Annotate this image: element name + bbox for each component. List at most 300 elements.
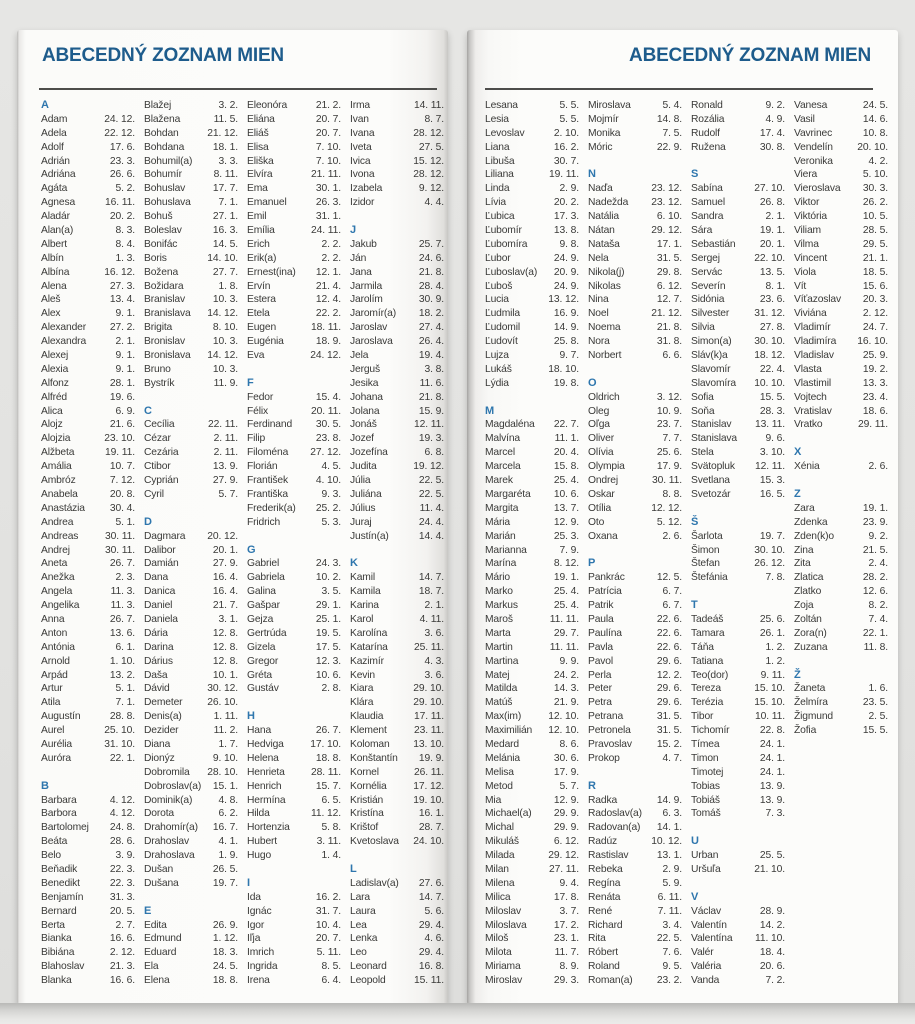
person-name: Cézar [144, 433, 171, 445]
person-name: Tomáš [691, 808, 721, 820]
name-entry [41, 349, 135, 363]
name-date: 8. 1. [765, 280, 785, 292]
name-date: 22. 5. [418, 475, 444, 487]
name-entry [41, 932, 135, 946]
name-entry [350, 682, 444, 696]
name-date: 21. 3. [109, 961, 135, 973]
name-entry [588, 682, 682, 696]
person-name: Valér [691, 947, 714, 959]
name-entry [350, 974, 444, 988]
name-entry [144, 682, 238, 696]
name-date: 5. 7. [559, 780, 579, 792]
person-name: Krištof [350, 822, 379, 834]
person-name: Ladislav(a) [350, 877, 399, 889]
name-entry [794, 224, 888, 238]
person-name: Móric [588, 141, 613, 153]
person-name: Vladislav [794, 350, 834, 362]
person-name: Rebeka [588, 863, 623, 875]
name-date: 4. 10. [315, 475, 341, 487]
person-name: Víťazoslav [794, 294, 842, 306]
name-date: 26. 10. [207, 697, 238, 709]
name-date: 7. 7. [662, 433, 682, 445]
name-date: 9. 12. [418, 183, 444, 195]
spacer-row [485, 391, 579, 405]
section-letter: U [691, 835, 699, 848]
name-date: 8. 5. [321, 961, 341, 973]
person-name: Zlatica [794, 572, 824, 584]
person-name: Tadeáš [691, 613, 724, 625]
person-name: Ľubomíra [485, 238, 528, 250]
person-name: Servác [691, 266, 723, 278]
name-date: 8. 4. [115, 238, 135, 250]
person-name: Blažej [144, 100, 172, 111]
name-date: 30. 3. [862, 183, 888, 195]
name-entry [247, 307, 341, 321]
name-entry [691, 557, 785, 571]
person-name: Erik(a) [247, 252, 277, 264]
name-date: 15. 10. [754, 683, 785, 695]
person-name: Františka [247, 488, 288, 500]
person-name: Gabriel [247, 558, 280, 570]
person-name: Nela [588, 252, 609, 264]
person-name: Mojmír [588, 113, 619, 125]
name-entry [247, 960, 341, 974]
name-date: 9. 8. [559, 238, 579, 250]
person-name: Alojzia [41, 433, 71, 445]
name-entry [41, 807, 135, 821]
person-name: Ľubor [485, 252, 511, 264]
name-date: 17. 8. [553, 891, 579, 903]
name-date: 9. 6. [765, 433, 785, 445]
name-date: 26. 9. [212, 919, 238, 931]
name-entry [41, 835, 135, 849]
person-name: Bruno [144, 363, 171, 375]
name-date: 5. 10. [862, 169, 888, 181]
name-entry [588, 252, 682, 266]
name-entry [794, 377, 888, 391]
person-name: Malvína [485, 433, 521, 445]
person-name: Lesana [485, 100, 518, 111]
person-name: Kvetoslava [350, 836, 399, 848]
person-name: Slavomír [691, 363, 731, 375]
person-name: Liana [485, 141, 510, 153]
name-entry [588, 307, 682, 321]
name-date: 20. 1. [759, 238, 785, 250]
name-date: 21. 6. [109, 419, 135, 431]
name-entry [144, 280, 238, 294]
person-name: Slavomíra [691, 377, 737, 389]
person-name: Zara [794, 502, 815, 514]
person-name: Gašpar [247, 600, 280, 612]
name-date: 19. 8. [553, 377, 579, 389]
person-name: Milada [485, 850, 515, 862]
name-entry [588, 849, 682, 863]
section-letter: A [41, 99, 49, 111]
name-entry [691, 724, 785, 738]
name-date: 9. 1. [115, 363, 135, 375]
name-column [247, 99, 341, 988]
name-entry [41, 182, 135, 196]
name-date: 16. 3. [212, 225, 238, 237]
person-name: Drahomír(a) [144, 822, 198, 834]
name-date: 4. 9. [765, 113, 785, 125]
name-entry [588, 905, 682, 919]
name-entry [247, 446, 341, 460]
person-name: Valentín [691, 919, 727, 931]
name-entry [794, 127, 888, 141]
person-name: Silvester [691, 308, 730, 320]
name-column [691, 99, 785, 988]
name-entry [485, 794, 579, 808]
name-entry [588, 280, 682, 294]
name-entry [485, 557, 579, 571]
person-name: Ľuboš [485, 280, 513, 292]
person-name: Norbert [588, 350, 622, 362]
name-entry [691, 377, 785, 391]
name-entry [485, 821, 579, 835]
name-date: 13. 6. [109, 627, 135, 639]
name-entry [485, 655, 579, 669]
person-name: Sandra [691, 211, 724, 223]
name-entry [350, 474, 444, 488]
name-entry [144, 710, 238, 724]
name-entry [794, 599, 888, 613]
name-date: 22. 12. [104, 127, 135, 139]
name-entry [144, 807, 238, 821]
name-date: 12. 7. [656, 294, 682, 306]
person-name: Vilma [794, 238, 819, 250]
name-entry [247, 891, 341, 905]
name-entry [794, 641, 888, 655]
name-date: 17. 9. [553, 766, 579, 778]
name-entry [41, 405, 135, 419]
person-name: Bartolomej [41, 822, 89, 834]
name-date: 3. 12. [656, 391, 682, 403]
person-name: Bronislav [144, 336, 185, 348]
name-date: 8. 12. [553, 558, 579, 570]
name-entry [485, 932, 579, 946]
name-entry [794, 682, 888, 696]
name-date: 29. 10. [413, 697, 444, 709]
person-name: Markus [485, 600, 518, 612]
name-entry [588, 460, 682, 474]
name-entry [485, 835, 579, 849]
name-date: 14. 11. [413, 100, 444, 111]
name-date: 12. 5. [656, 572, 682, 584]
person-name: Eliška [247, 155, 274, 167]
person-name: Diana [144, 738, 171, 750]
name-entry [350, 766, 444, 780]
person-name: Medard [485, 738, 520, 750]
name-date: 15. 5. [759, 391, 785, 403]
name-entry [144, 960, 238, 974]
name-entry [350, 960, 444, 974]
name-date: 13. 12. [548, 294, 579, 306]
name-date: 22. 7. [553, 419, 579, 431]
person-name: Marián [485, 530, 516, 542]
person-name: Anabela [41, 488, 78, 500]
name-entry [247, 335, 341, 349]
name-entry [485, 738, 579, 752]
person-name: Eugénia [247, 336, 284, 348]
name-date: 30. 7. [553, 155, 579, 167]
name-date: 16. 5. [759, 488, 785, 500]
name-entry [144, 919, 238, 933]
name-date: 24. 10. [413, 836, 444, 848]
section-letter: Ž [794, 668, 801, 681]
name-entry [350, 710, 444, 724]
person-name: Richard [588, 919, 623, 931]
person-name: Petronela [588, 725, 631, 737]
spacer-row [691, 877, 785, 891]
name-date: 22. 9. [656, 141, 682, 153]
person-name: Aurélia [41, 738, 73, 750]
person-name: Miloslav [485, 905, 521, 917]
person-name: Denis(a) [144, 711, 182, 723]
section-letter: S [691, 168, 699, 181]
name-date: 11. 12. [310, 808, 341, 820]
name-entry [144, 794, 238, 808]
name-entry [41, 724, 135, 738]
name-date: 6. 7. [662, 586, 682, 598]
person-name: Alexandra [41, 336, 87, 348]
name-entry [41, 252, 135, 266]
spacer-row [691, 585, 785, 599]
name-date: 25. 11. [413, 641, 444, 653]
person-name: Izidor [350, 197, 375, 209]
person-name: Alfréd [41, 391, 67, 403]
name-entry [350, 738, 444, 752]
name-entry [485, 224, 579, 238]
name-entry [691, 655, 785, 669]
person-name: Kevin [350, 669, 376, 681]
person-name: Augustín [41, 711, 81, 723]
name-entry [691, 127, 785, 141]
person-name: Karol [350, 613, 374, 625]
name-entry [588, 724, 682, 738]
name-date: 27. 3. [109, 280, 135, 292]
name-entry [350, 127, 444, 141]
name-date: 24. 11. [310, 225, 341, 237]
name-date: 13. 9. [759, 794, 785, 806]
name-entry [41, 335, 135, 349]
spacer-row [350, 849, 444, 863]
name-date: 19. 2. [862, 363, 888, 375]
name-date: 25. 3. [553, 530, 579, 542]
name-date: 22. 1. [862, 627, 888, 639]
name-date: 24. 2. [553, 669, 579, 681]
name-date: 12. 1. [315, 266, 341, 278]
name-entry [485, 641, 579, 655]
person-name: Lucia [485, 294, 509, 306]
name-entry [144, 377, 238, 391]
person-name: Alica [41, 405, 63, 417]
person-name: Alžbeta [41, 447, 75, 459]
name-date: 17. 2. [553, 919, 579, 931]
name-date: 28. 3. [759, 405, 785, 417]
person-name: Artur [41, 683, 63, 695]
person-name: Benedikt [41, 877, 80, 889]
person-name: Tobiáš [691, 794, 720, 806]
person-name: Edita [144, 919, 167, 931]
name-entry [247, 669, 341, 683]
person-name: Bohumil(a) [144, 155, 193, 167]
name-entry [350, 446, 444, 460]
person-name: Zoja [794, 600, 814, 612]
person-name: Rudolf [691, 127, 720, 139]
person-name: Agáta [41, 183, 68, 195]
name-date: 13. 8. [553, 225, 579, 237]
spacer-row [691, 821, 785, 835]
spacer-row [794, 474, 888, 488]
name-date: 14. 9. [553, 322, 579, 334]
name-entry [691, 780, 785, 794]
name-entry [350, 599, 444, 613]
name-date: 12. 9. [553, 794, 579, 806]
person-name: Samuel [691, 197, 726, 209]
name-date: 17. 3. [553, 211, 579, 223]
name-date: 18. 2. [418, 308, 444, 320]
name-list [485, 99, 888, 988]
name-entry [350, 293, 444, 307]
name-date: 19. 6. [109, 391, 135, 403]
name-entry [247, 155, 341, 169]
name-date: 13. 3. [862, 377, 888, 389]
name-entry [794, 155, 888, 169]
name-entry [691, 141, 785, 155]
name-entry [144, 669, 238, 683]
name-entry [588, 738, 682, 752]
person-name: Miloš [485, 933, 509, 945]
person-name: Želmíra [794, 697, 828, 709]
name-date: 16. 2. [553, 141, 579, 153]
name-date: 27. 4. [418, 322, 444, 334]
name-date: 22. 6. [656, 627, 682, 639]
section-letter: J [350, 224, 357, 237]
name-date: 5. 12. [656, 516, 682, 528]
name-entry [588, 891, 682, 905]
name-date: 11. 9. [213, 377, 238, 389]
name-date: 17. 12. [413, 780, 444, 792]
person-name: Blanka [41, 975, 72, 987]
person-name: Anastázia [41, 502, 85, 514]
name-entry [588, 794, 682, 808]
person-name: Irena [247, 975, 270, 987]
name-entry [41, 210, 135, 224]
name-date: 22. 2. [315, 308, 341, 320]
person-name: Viera [794, 169, 818, 181]
name-entry [588, 446, 682, 460]
person-name: Milan [485, 863, 509, 875]
name-entry [247, 238, 341, 252]
person-name: Alexej [41, 350, 69, 362]
name-date: 19. 1. [862, 502, 888, 514]
person-name: Lea [350, 919, 367, 931]
person-name: Svätopluk [691, 461, 735, 473]
name-entry [794, 585, 888, 599]
person-name: Alex [41, 308, 61, 320]
name-date: 23. 1. [553, 933, 579, 945]
person-name: Žofia [794, 725, 817, 737]
person-name: Milica [485, 891, 511, 903]
name-entry [588, 710, 682, 724]
person-name: Marko [485, 586, 513, 598]
name-entry [41, 377, 135, 391]
name-date: 7. 3. [765, 808, 785, 820]
person-name: Ján [350, 252, 367, 264]
section-letter: B [41, 779, 49, 792]
name-entry [144, 821, 238, 835]
name-entry [144, 168, 238, 182]
name-date: 20. 8. [109, 488, 135, 500]
name-date: 19. 7. [212, 877, 238, 889]
person-name: Ondrej [588, 475, 619, 487]
person-name: Oxana [588, 530, 618, 542]
person-name: Johana [350, 391, 383, 403]
name-date: 10. 7. [109, 461, 135, 473]
name-entry [691, 446, 785, 460]
person-name: Levoslav [485, 127, 525, 139]
person-name: Viola [794, 266, 816, 278]
person-name: Ingrida [247, 961, 278, 973]
name-entry [350, 613, 444, 627]
name-date: 2. 1. [765, 211, 785, 223]
name-entry [144, 974, 238, 988]
name-date: 22. 8. [759, 725, 785, 737]
name-date: 8. 7. [424, 113, 444, 125]
name-date: 7. 10. [315, 155, 341, 167]
name-entry [485, 363, 579, 377]
name-date: 11. 6. [419, 377, 444, 389]
name-entry [485, 571, 579, 585]
name-entry [350, 196, 444, 210]
person-name: Jaroslava [350, 336, 393, 348]
person-name: Jonáš [350, 419, 377, 431]
person-name: Naďa [588, 183, 613, 195]
name-date: 20. 9. [553, 266, 579, 278]
name-entry [350, 252, 444, 266]
name-date: 27. 1. [212, 211, 238, 223]
name-entry [41, 446, 135, 460]
name-date: 21. 8. [418, 266, 444, 278]
name-date: 9. 1. [115, 308, 135, 320]
name-date: 15. 10. [754, 697, 785, 709]
person-name: Alan(a) [41, 225, 74, 237]
person-name: Vieroslava [794, 183, 841, 195]
person-name: Barbara [41, 794, 77, 806]
name-entry [588, 919, 682, 933]
name-date: 26. 3. [315, 197, 341, 209]
person-name: Radúz [588, 836, 618, 848]
name-entry [247, 99, 341, 113]
name-date: 7. 6. [662, 947, 682, 959]
name-date: 28. 12. [413, 127, 444, 139]
name-entry [41, 280, 135, 294]
person-name: Anežka [41, 572, 75, 584]
name-date: 30. 12. [207, 683, 238, 695]
name-entry [794, 307, 888, 321]
name-entry [588, 627, 682, 641]
person-name: Arnold [41, 655, 70, 667]
name-date: 13. 9. [759, 780, 785, 792]
spacer-row [144, 502, 238, 516]
name-entry [350, 349, 444, 363]
person-name: Kornélia [350, 780, 387, 792]
name-date: 6. 8. [424, 447, 444, 459]
person-name: Ľudovít [485, 336, 518, 348]
name-date: 23. 11. [413, 725, 444, 737]
person-name: Leopold [350, 975, 386, 987]
